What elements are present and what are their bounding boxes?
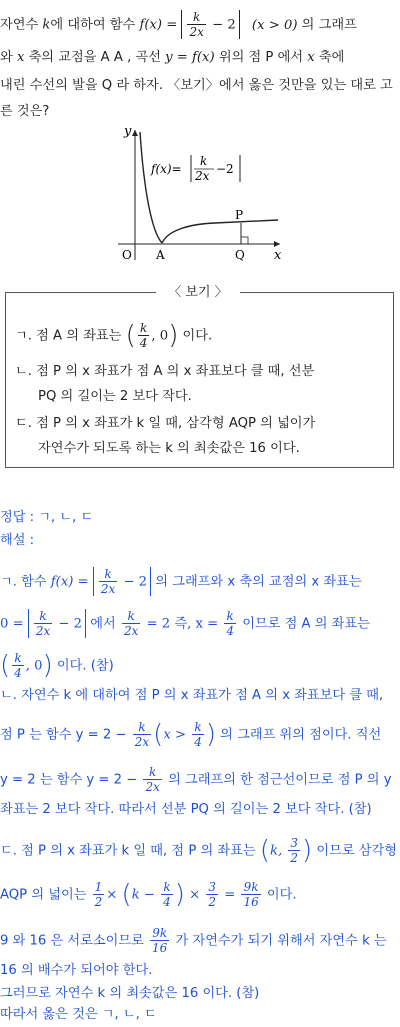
text: 의 그래프 위의 점이다. 직선: [215, 727, 382, 743]
sol-g-line-1: [0, 567, 362, 596]
frac-num: k: [12, 651, 24, 666]
sol-g-line-3: ( $\frac{k}{4}$ , 0) 이다. (참): [0, 650, 114, 681]
coord-y: , 0: [151, 328, 169, 344]
domain-condition: (x > 0): [251, 17, 298, 33]
bogi-item-g: ㄱ. 점 A 의 좌표는 ( $\frac{k}{4}$ , 0) 이다.: [15, 320, 213, 351]
times: ×: [184, 887, 205, 903]
frac-num: k: [224, 609, 236, 624]
frac-num: 3: [208, 880, 217, 894]
function-graph: [110, 122, 290, 267]
bogi-item-n-1: ㄴ. 점 P 의 x 좌표가 점 A 의 x 좌표보다 클 때, 선분: [15, 364, 315, 379]
frac-den: 2x: [145, 780, 160, 794]
text: AQP 의 넓이는: [0, 887, 91, 903]
frac-num: 1: [94, 880, 103, 894]
sol-n-line-4: 좌표는 2 보다 작다. 따라서 선분 PQ 의 길이는 2 보다 작다. (참): [0, 802, 372, 817]
abs-value: [93, 567, 151, 596]
abs-value: [28, 609, 86, 638]
frac-den: 2x: [189, 25, 204, 39]
func-tail: −2: [216, 162, 234, 176]
text: 이다.: [262, 887, 297, 903]
y-label: y: [124, 124, 132, 139]
answer-label: 정답 : ㄱ, ㄴ, ㄷ: [0, 510, 94, 525]
func-f: f(x) =: [50, 574, 93, 590]
frac-num: k: [187, 10, 205, 25]
coord-x: k,: [270, 843, 287, 859]
var-x: x: [16, 50, 25, 65]
curve-left: [140, 132, 162, 243]
frac-den: 4: [139, 336, 148, 350]
minus-two: − 2: [207, 17, 236, 33]
func-num: k: [200, 154, 208, 168]
point-q-label: Q: [235, 248, 245, 262]
text: y = 2 는 함수 y = 2 −: [0, 772, 142, 788]
frac-den: 2: [94, 895, 103, 909]
sol-g-line-2: [0, 609, 370, 638]
sol-d-line-5: 그러므로 자연수 k 의 최솟값은 16 이다. (참): [0, 986, 260, 1001]
frac-num: k: [34, 609, 52, 624]
expr: k −: [131, 887, 160, 903]
text: 의 그래프와 x 축의 교점의 x 좌표는: [151, 574, 362, 590]
equals: =: [220, 887, 240, 903]
text: 이므로 삼각형: [312, 843, 397, 859]
right-angle-mark: [241, 237, 248, 244]
times: ×: [106, 887, 122, 903]
func-f: f(x): [139, 17, 163, 33]
x-label: x: [274, 248, 282, 263]
curve-eq: y = f(x): [165, 50, 215, 65]
sol-n-line-2: 점 P 는 함수 y = 2 − $\frac{k}{2x}$ (x > $\frac{k}{4}$ ) 의 그래프 위의 점이다. 직선: [0, 719, 382, 750]
x-axis-arrow: [274, 241, 280, 247]
text: = 2 즉, x =: [142, 616, 223, 632]
problem-line-3: 내린 수선의 발을 Q 라 하자. 〈보기〉에서 옳은 것만을 있는 대로 고: [0, 78, 393, 93]
text: 이다.: [178, 328, 213, 344]
sol-d-line-1: ㄷ. 점 P 의 x 좌표가 k 일 때, 점 P 의 좌표는 (k, $\frac{3}{2}$ ) 이므로 삼각형: [0, 835, 397, 866]
text: 축에: [314, 50, 345, 65]
equals: =: [162, 17, 182, 33]
frac-den: 4: [226, 624, 234, 638]
text: 0 =: [0, 616, 28, 632]
frac-num: k: [133, 720, 151, 735]
text: 축의 교점을 A A , 곡선: [24, 50, 166, 65]
frac-num: 9k: [241, 880, 260, 895]
frac-num: k: [138, 321, 150, 336]
problem-line-2: [0, 48, 344, 68]
frac-den: 2x: [123, 624, 139, 638]
frac-num: 9k: [150, 926, 169, 941]
frac-den: 4: [194, 735, 202, 749]
problem-line-4: 른 것은?: [0, 104, 50, 119]
text: 에 대하여 함수: [50, 17, 140, 33]
text: 점 P 는 함수 y = 2 −: [0, 727, 131, 743]
frac-num: 3: [290, 836, 299, 850]
text: 이다. (참): [52, 658, 114, 674]
frac-num: k: [192, 720, 204, 735]
text: 와: [0, 50, 17, 65]
point-p-label: P: [235, 208, 244, 222]
func-den: 2x: [195, 169, 210, 183]
curve-right: [162, 220, 278, 243]
y-axis-arrow: [132, 130, 138, 136]
sol-conclusion: 따라서 옳은 것은 ㄱ, ㄴ, ㄷ: [0, 1007, 157, 1022]
text: 이므로 점 A 의 좌표는: [238, 616, 370, 632]
bogi-title: 〈 보기 〉: [156, 283, 240, 303]
frac-num: k: [143, 765, 161, 780]
sol-n-line-1: ㄴ. 자연수 k 에 대하여 점 P 의 x 좌표가 점 A 의 x 좌표보다 클 때,: [0, 688, 384, 703]
point-a-label: A: [156, 248, 165, 262]
frac-den: 4: [163, 895, 171, 909]
text: 위의 점 P 에서: [214, 50, 308, 65]
problem-line-1: [0, 10, 357, 39]
sol-d-line-2: AQP 의 넓이는 $\frac{1}{2}$ × (k − $\frac{k}{4}$ ) × $\frac{3}{2}$ = $\frac{9k}{16}$ 이다.: [0, 879, 297, 910]
frac-den: 2: [290, 851, 299, 865]
text: 가 자연수가 되기 위해서 자연수 k 는: [171, 933, 387, 949]
text: ㄱ. 함수: [0, 574, 51, 590]
frac-den: 2: [208, 895, 217, 909]
sol-d-line-4: 16 의 배수가 되어야 한다.: [0, 963, 153, 978]
frac-den: 4: [14, 666, 22, 680]
haeseol-label: 해설 :: [0, 533, 35, 548]
minus-two: − 2: [119, 574, 148, 590]
text: 에서: [86, 616, 120, 632]
frac-num: k: [99, 567, 117, 582]
bogi-item-n-2: PQ 의 길이는 2 보다 작다.: [38, 389, 192, 404]
text: 의 그래프의 한 점근선이므로 점 P 의 y: [163, 772, 392, 788]
text: ㄱ. 점 A 의 좌표는: [15, 328, 126, 344]
text: 자연수: [0, 17, 43, 33]
minus-two: − 2: [54, 616, 83, 632]
text: 의 그래프: [297, 17, 357, 33]
frac-den: 2x: [35, 624, 51, 638]
text: ㄷ. 점 P 의 x 좌표가 k 일 때, 점 P 의 좌표는: [0, 843, 260, 859]
frac-num: k: [161, 880, 173, 895]
condition: x >: [163, 727, 191, 743]
abs-value: [181, 10, 239, 39]
frac-den: 16: [152, 941, 168, 955]
sol-n-line-3: [0, 765, 392, 794]
func-label: f(x)=: [151, 162, 182, 176]
text: 9 와 16 은 서로소이므로: [0, 933, 149, 949]
origin-label: O: [122, 248, 132, 262]
coord-y: , 0: [25, 658, 43, 674]
var-k: k: [42, 17, 51, 33]
bogi-item-d-2: 자연수가 되도록 하는 k 의 최솟값은 16 이다.: [38, 441, 300, 456]
bogi-item-d-1: ㄷ. 점 P 의 x 좌표가 k 일 때, 삼각형 AQP 의 넓이가: [15, 416, 316, 431]
frac-den: 2x: [134, 735, 150, 749]
sol-d-line-3: [0, 926, 387, 955]
var-x: x: [307, 50, 315, 65]
frac-den: 2x: [100, 582, 116, 596]
frac-den: 16: [243, 895, 259, 909]
frac-num: k: [122, 609, 140, 624]
